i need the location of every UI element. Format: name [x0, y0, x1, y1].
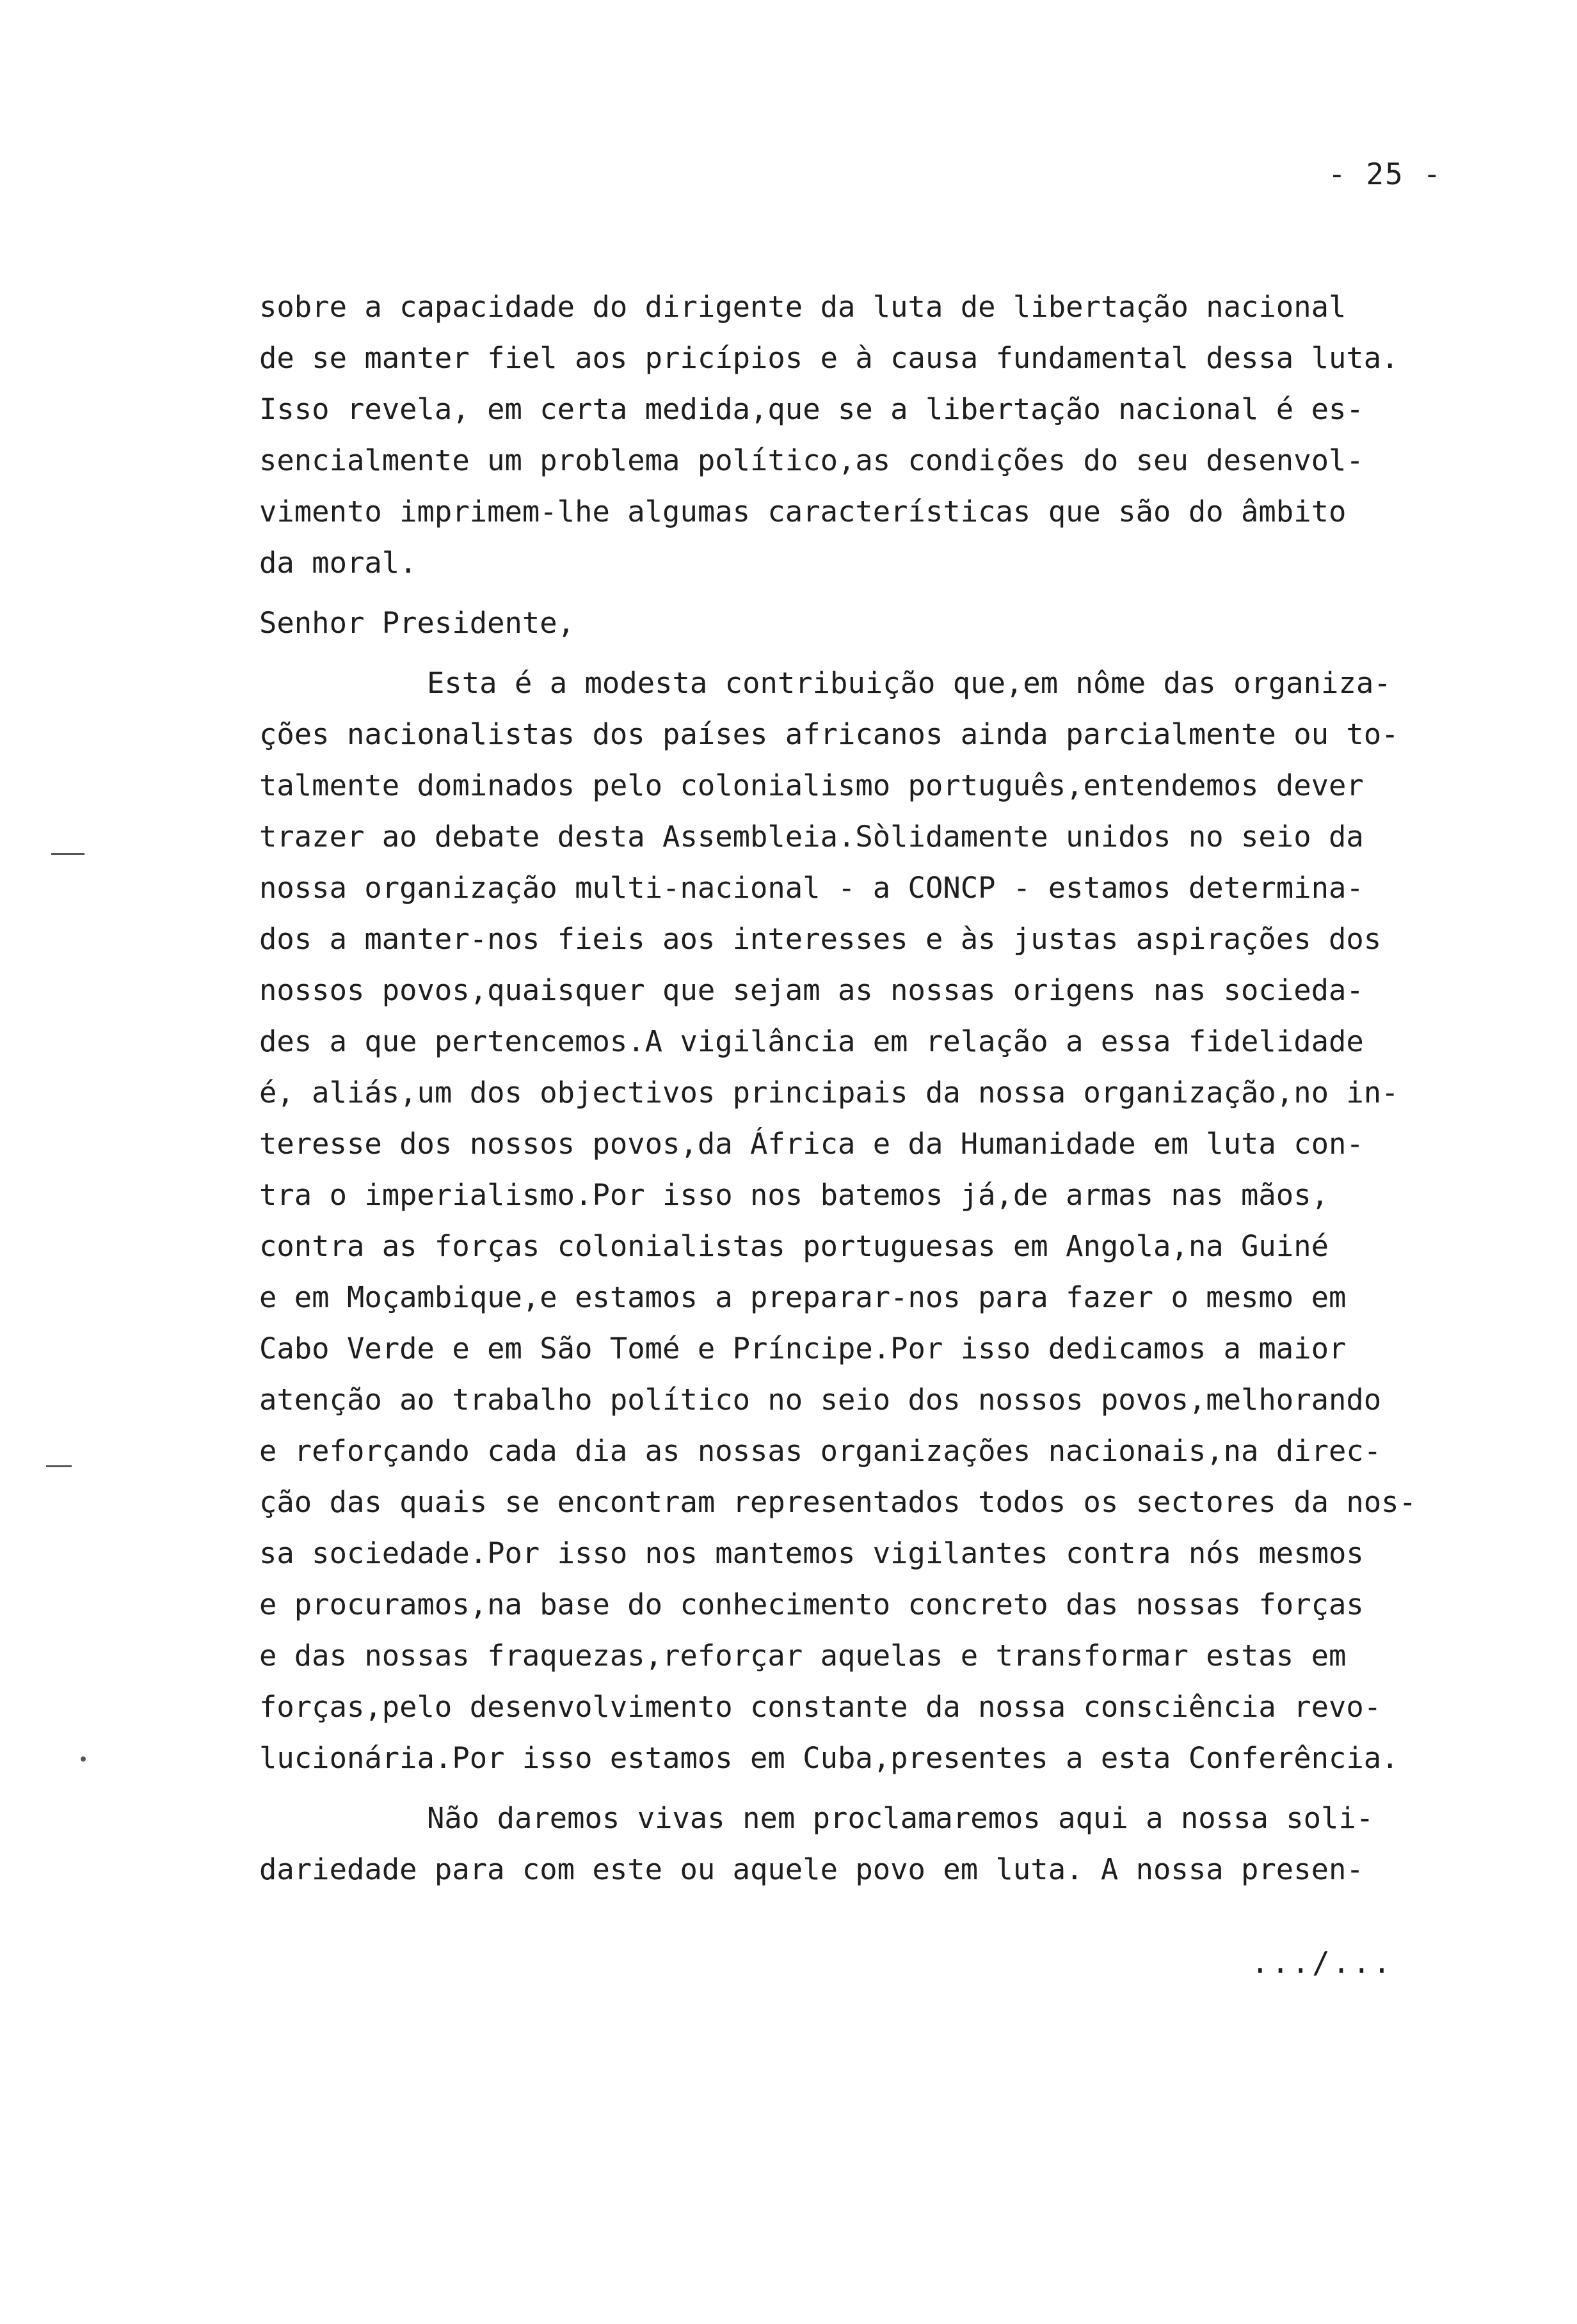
text-line: sencialmente um problema político,as condições do seu desenvol-	[259, 443, 1364, 477]
text-line: sobre a capacidade do dirigente da luta de libertação nacional	[259, 290, 1347, 324]
text-line: vimento imprimem-lhe algumas características que são do âmbito	[259, 495, 1347, 529]
text-line: teresse dos nossos povos,da África e da Humanidade em luta con-	[259, 1127, 1364, 1161]
text-line: nossos povos,quaisquer que sejam as nossas origens nas socieda-	[259, 973, 1364, 1007]
text-line: e reforçando cada dia as nossas organizações nacionais,na direc-	[259, 1434, 1382, 1468]
text-line: dariedade para com este ou aquele povo em luta. A nossa presen-	[259, 1852, 1364, 1886]
text-line: Não daremos vivas nem proclamaremos aqui a nossa soli-	[427, 1801, 1374, 1835]
text-line: lucionária.Por isso estamos em Cuba,presentes a esta Conferência.	[259, 1741, 1399, 1775]
text-line: nossa organização multi-nacional - a CONCP - estamos determina-	[259, 871, 1364, 905]
page-number: - 25 -	[1328, 157, 1443, 191]
text-line: ções nacionalistas dos países africanos ainda parcialmente ou to-	[259, 717, 1399, 751]
text-line: forças,pelo desenvolvimento constante da nossa consciência revo-	[259, 1690, 1382, 1724]
paragraph-1	[259, 282, 1514, 589]
salutation: Senhor Presidente,	[259, 606, 575, 640]
text-line: Esta é a modesta contribuição que,em nôme das organiza-	[427, 666, 1391, 700]
text-line: sa sociedade.Por isso nos mantemos vigilantes contra nós mesmos	[259, 1536, 1364, 1570]
paragraph-2	[259, 658, 1514, 1784]
continuation-mark: .../...	[1251, 1945, 1393, 1980]
text-line: atenção ao trabalho político no seio dos nossos povos,melhorando	[259, 1383, 1382, 1417]
text-line: contra as forças colonialistas portuguesas em Angola,na Guiné	[259, 1229, 1329, 1263]
text-line: ção das quais se encontram representados todos os sectores da nos-	[259, 1485, 1416, 1519]
text-line: dos a manter-nos fieis aos interesses e às justas aspirações dos	[259, 922, 1382, 956]
text-line: e das nossas fraquezas,reforçar aquelas e transformar estas em	[259, 1639, 1347, 1673]
text-line: e procuramos,na base do conhecimento concreto das nossas forças	[259, 1588, 1364, 1621]
text-line: Cabo Verde e em São Tomé e Príncipe.Por isso dedicamos a maior	[259, 1332, 1347, 1365]
text-line: talmente dominados pelo colonialismo português,entendemos dever	[259, 768, 1364, 802]
body-text	[259, 282, 1514, 1895]
text-line: e em Moçambique,e estamos a preparar-nos para fazer o mesmo em	[259, 1280, 1347, 1314]
text-line: de se manter fiel aos pricípios e à causa fundamental dessa luta.	[259, 341, 1399, 375]
paragraph-3	[259, 1793, 1514, 1895]
margin-mark	[46, 1465, 72, 1467]
text-line: tra o imperialismo.Por isso nos batemos já,de armas nas mãos,	[259, 1178, 1329, 1212]
text-line: trazer ao debate desta Assembleia.Sòlidamente unidos no seio da	[259, 820, 1364, 854]
margin-mark	[51, 853, 84, 855]
text-line: da moral.	[259, 546, 417, 580]
text-line: des a que pertencemos.A vigilância em relação a essa fidelidade	[259, 1024, 1364, 1058]
margin-mark	[81, 1756, 86, 1762]
text-line: Isso revela, em certa medida,que se a libertação nacional é es-	[259, 392, 1364, 426]
text-line: é, aliás,um dos objectivos principais da nossa organização,no in-	[259, 1076, 1399, 1110]
